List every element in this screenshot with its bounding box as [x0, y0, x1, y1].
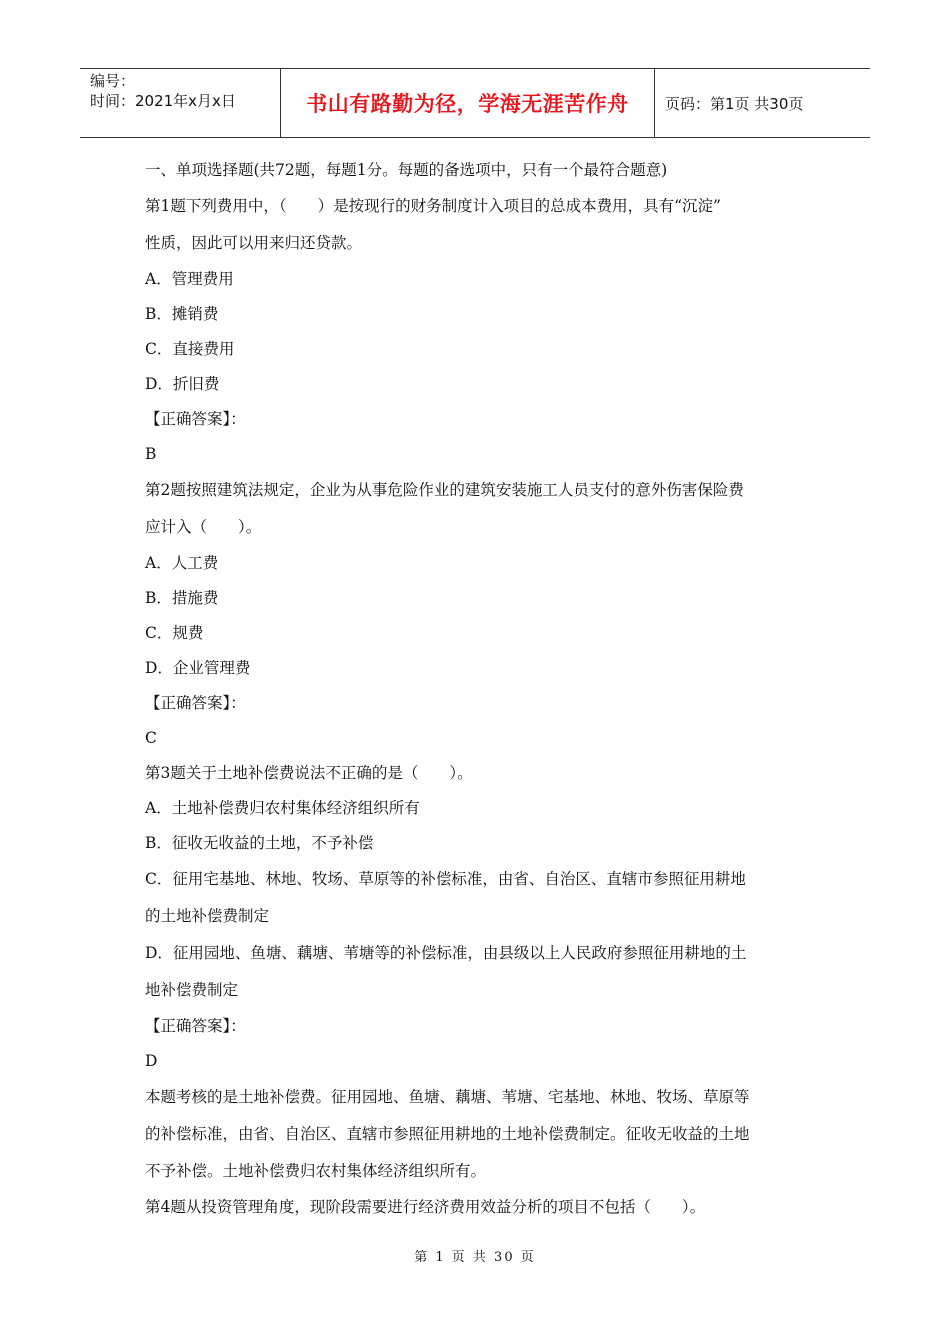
explanation-text: 的补偿标准，由省、自治区、直辖市参照征用耕地的土地补偿费制定。征收无收益的土地 — [145, 1125, 750, 1143]
page-footer: 第 1 页 共 30 页 — [414, 1250, 536, 1265]
option-c: C．直接费用 — [145, 340, 235, 358]
answer-label: 【正确答案】： — [145, 1017, 246, 1035]
page-number-label: 页码：第1页 共30页 — [665, 94, 804, 113]
answer-value: B — [145, 445, 157, 463]
answer-label: 【正确答案】： — [145, 410, 246, 428]
question-text: 第2题按照建筑法规定，企业为从事危险作业的建筑安装施工人员支付的意外伤害保险费 — [145, 481, 744, 499]
answer-value: D — [145, 1052, 158, 1070]
question-text: 应计入（ ）。 — [145, 518, 262, 536]
option-b: B．征收无收益的土地，不予补偿 — [145, 834, 374, 852]
answer-value: C — [145, 729, 157, 747]
document-body — [145, 153, 810, 1225]
question-text: 第1题下列费用中，（ ）是按现行的财务制度计入项目的总成本费用，具有“沉淀” — [145, 197, 721, 215]
header-info-cell — [80, 69, 281, 137]
option-d: D．企业管理费 — [145, 659, 251, 677]
explanation-text: 本题考核的是土地补偿费。征用园地、鱼塘、藕塘、苇塘、宅基地、林地、牧场、草原等 — [145, 1088, 750, 1106]
option-b: B．措施费 — [145, 589, 219, 607]
option-d: D．征用园地、鱼塘、藕塘、苇塘等的补偿标准，由县级以上人民政府参照征用耕地的土 — [145, 944, 747, 962]
explanation-text: 不予补偿。土地补偿费归农村集体经济组织所有。 — [145, 1162, 487, 1180]
option-b: B．摊销费 — [145, 305, 219, 323]
option-c: C．规费 — [145, 624, 204, 642]
header-page-cell — [655, 69, 870, 137]
option-d: D．折旧费 — [145, 375, 220, 393]
page-header — [80, 68, 870, 138]
option-c: C．征用宅基地、林地、牧场、草原等的补偿标准，由省、自治区、直辖市参照征用耕地 — [145, 870, 746, 888]
option-c-continued: 的土地补偿费制定 — [145, 907, 270, 925]
motto-text: 书山有路勤为径，学海无涯苦作舟 — [306, 92, 629, 116]
header-motto-cell — [281, 69, 655, 137]
question-text: 性质，因此可以用来归还贷款。 — [145, 234, 363, 252]
option-a: A．土地补偿费归农村集体经济组织所有 — [145, 799, 420, 817]
question-text: 第3题关于土地补偿费说法不正确的是（ ）。 — [145, 764, 473, 782]
time-label: 时间：2021年x月x日 — [90, 92, 236, 110]
section-heading: 一、单项选择题(共72题，每题1分。每题的备选项中，只有一个最符合题意) — [145, 161, 668, 179]
option-a: A．管理费用 — [145, 270, 234, 288]
option-a: A．人工费 — [145, 554, 219, 572]
option-d-continued: 地补偿费制定 — [145, 981, 239, 999]
answer-label: 【正确答案】： — [145, 694, 246, 712]
number-label: 编号： — [90, 72, 136, 90]
question-text: 第4题从投资管理角度，现阶段需要进行经济费用效益分析的项目不包括（ ）。 — [145, 1198, 706, 1216]
